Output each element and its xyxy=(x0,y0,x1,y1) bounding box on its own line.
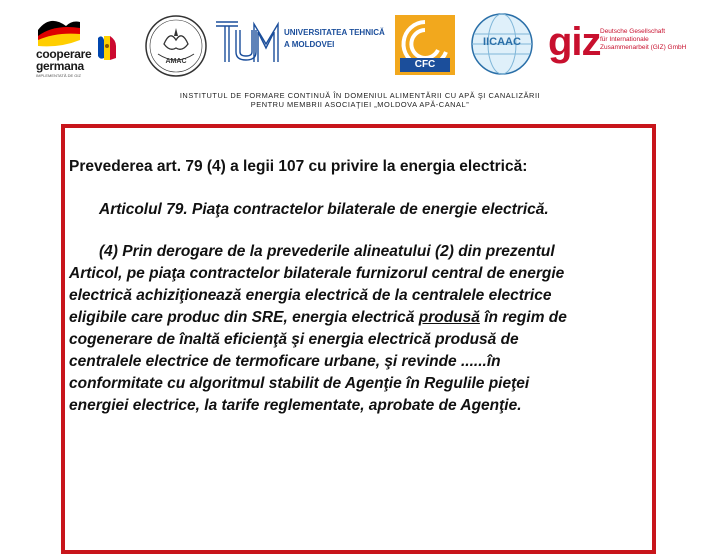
iicaac-logo xyxy=(470,12,534,76)
utm-name-line2: A MOLDOVEI xyxy=(284,40,335,49)
cooperare-label: cooperare germana xyxy=(36,47,92,73)
iicaac-label: IICAAC xyxy=(483,36,521,48)
institute-title-line1: INSTITUTUL DE FORMARE CONTINUĂ ÎN DOMENIUL ALIMENTĂRII CU APĂ ŞI CANALIZĂRII xyxy=(179,91,541,100)
giz-line1: Deutsche Gesellschaft xyxy=(600,28,666,35)
german-flag-heart-icon xyxy=(36,16,102,48)
underlined-word-produsa: produsă xyxy=(418,309,480,326)
paragraph-line-6: centralele electrice de termoficare urbane, şi revinde ......în xyxy=(69,353,501,370)
paragraph-line-7: conformitate cu algoritmul stabilit de Agenţie în Regulile pieţei xyxy=(69,375,530,392)
cooperare-sub: IMPLEMENTATĂ DE GIZ xyxy=(36,73,81,78)
paragraph-line-3: electrică achiziţionează energia electrică de la centralele electrice xyxy=(69,287,552,304)
utm-logo xyxy=(214,18,390,66)
moldova-flag-icon xyxy=(96,32,118,62)
giz-logo xyxy=(548,20,708,70)
article-title: Articolul 79. Piaţa contractelor bilaterale de energie electrică. xyxy=(99,201,549,218)
cfc-label: CFC xyxy=(414,59,436,70)
amac-emblem-icon xyxy=(144,14,208,78)
paragraph-line-4 xyxy=(69,308,567,327)
cfc-logo xyxy=(394,14,456,76)
paragraph-line-5: cogenerare de înaltă eficienţă şi energia electrică produsă de xyxy=(69,331,519,348)
cooperare-germana-logo xyxy=(36,16,124,78)
giz-line3: Zusammenarbeit (GIZ) GmbH xyxy=(600,44,687,51)
paragraph-line-8: energiei electrice, la tarife reglementate, aprobate de Agenţie. xyxy=(69,397,522,414)
institute-title-line2: PENTRU MEMBRII ASOCIAŢIEI „MOLDOVA APĂ-CANAL” xyxy=(250,100,470,109)
paragraph-line-4-start: eligibile care produc din SRE, energia electrică xyxy=(69,309,419,326)
logo-bar xyxy=(0,0,720,88)
paragraph-line-2: Articol, pe piaţa contractelor bilaterale furnizorul central de energie xyxy=(69,265,565,282)
document-heading: Prevederea art. 79 (4) a legii 107 cu privire la energia electrică: xyxy=(69,158,528,175)
giz-line2: für Internationale xyxy=(600,36,649,43)
amac-label: AMAC xyxy=(165,58,187,65)
utm-name-line1: UNIVERSITATEA TEHNICĂ xyxy=(284,28,385,37)
paragraph-line-1: (4) Prin derogare de la prevederile alineatului (2) din prezentul xyxy=(99,243,555,260)
giz-mark: giz xyxy=(548,20,601,64)
paragraph-line-4-end: în regim de xyxy=(479,309,567,326)
amac-logo xyxy=(144,14,208,78)
utm-monogram-icon xyxy=(214,18,282,64)
